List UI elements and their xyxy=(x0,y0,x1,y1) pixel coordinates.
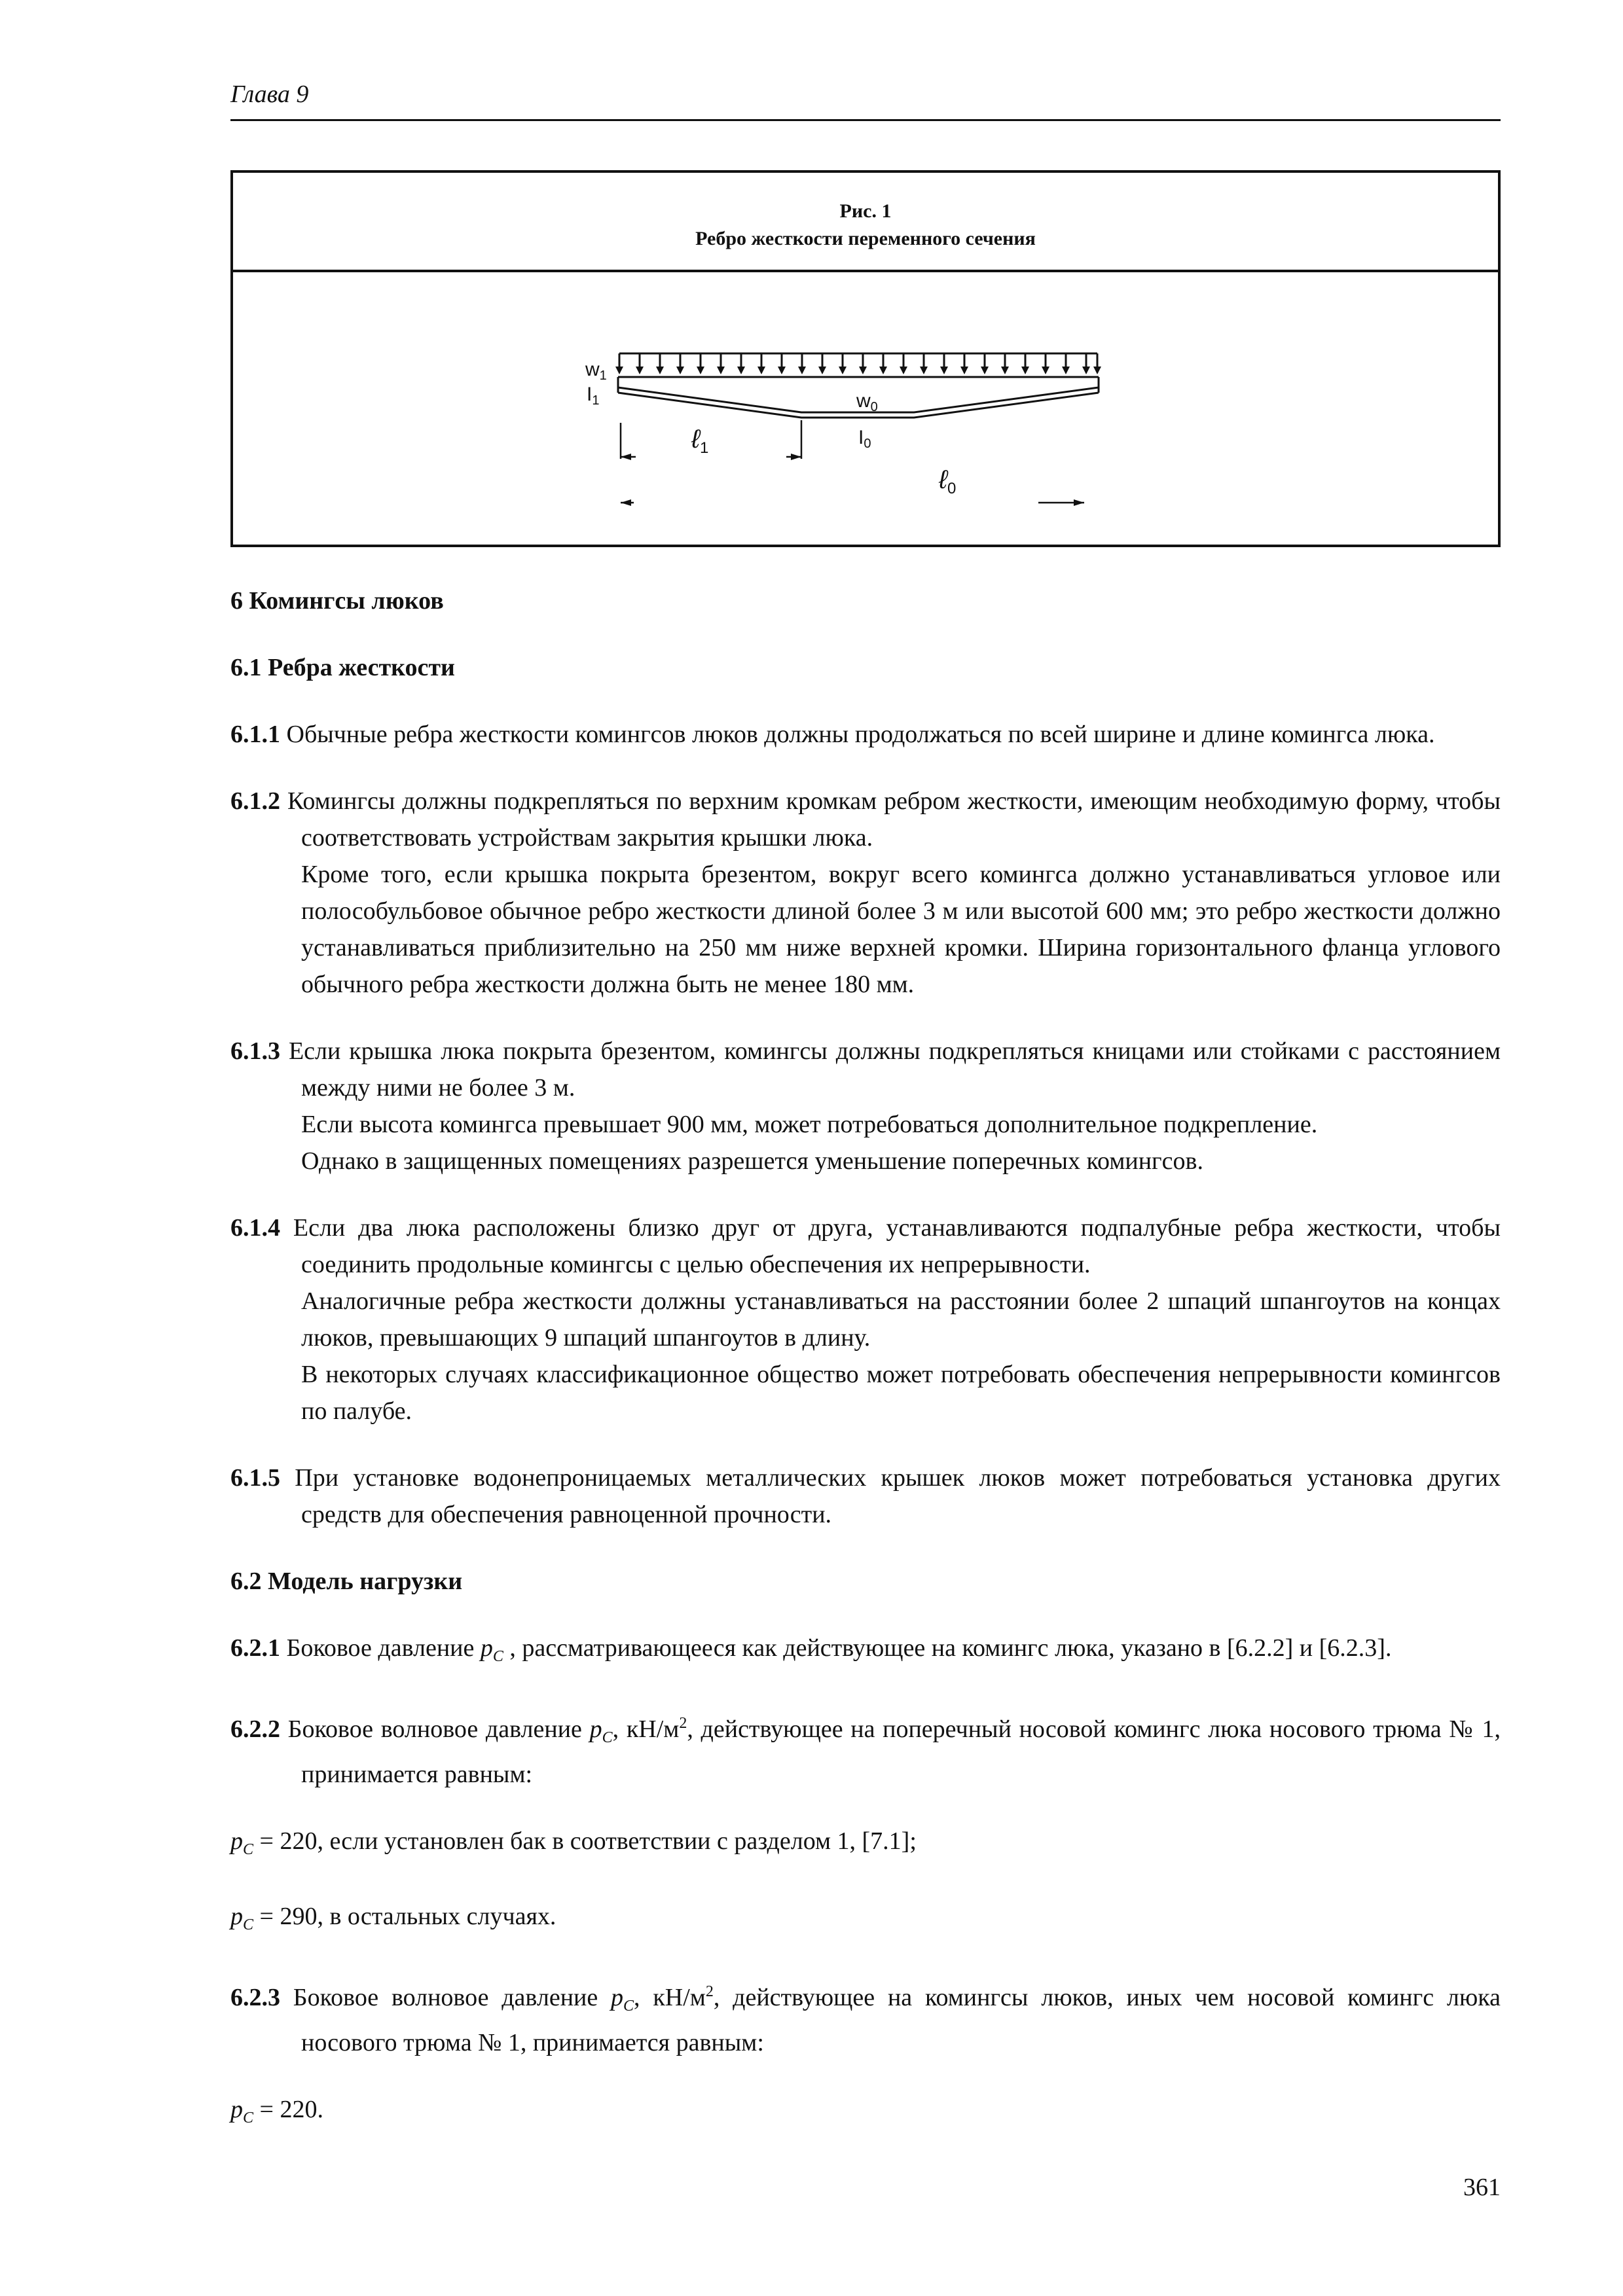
clause-text: Обычные ребра жесткости комингсов люков должны продолжаться по всей ширине и длине комингса люка. xyxy=(280,721,1435,748)
pressure-subscript: C xyxy=(243,2109,254,2126)
section-6-2-heading: 6.2 Модель нагрузки xyxy=(230,1568,463,1595)
pressure-subscript: C xyxy=(492,1648,503,1665)
clause-number: 6.2.2 xyxy=(230,1715,280,1743)
pressure-subscript: C xyxy=(623,1998,634,2015)
formula-2 xyxy=(230,1898,1501,1943)
label-w1: $w_1$ xyxy=(585,359,607,383)
clause-text: Боковое волновое давление xyxy=(280,1984,611,2011)
figure-box xyxy=(230,170,1501,547)
clause-6-1-4 xyxy=(230,1210,1501,1283)
pressure-symbol: p xyxy=(230,1827,243,1855)
document-body xyxy=(230,583,1501,2166)
figure-label: Рис. 1 xyxy=(839,200,892,222)
clause-6-2-2 xyxy=(230,1705,1501,1793)
clause-text-rest: , действующее на комингсы люков, иных чем носовой комингс люка носового трюма № 1, принимается равным: xyxy=(301,1984,1501,2056)
clause-6-1-4-continuation-1: Аналогичные ребра жесткости должны устанавливаться на расстоянии более 2 шпаций шпангоутов на концах люков, превышающих 9 шпаций шпангоутов в длину. xyxy=(301,1287,1501,1352)
clause-number: 6.2.3 xyxy=(230,1984,280,2011)
unit-superscript: 2 xyxy=(679,1715,687,1732)
clause-6-1-2-continuation: Кроме того, если крышка покрыта брезентом, вокруг всего комингса должно устанавливаться угловое или полособульбовое обычное ребро жесткости длиной более 3 м или высотой 600 мм; это ребро жесткости должно устанавливаться приблизительно на 250 мм ниже верхней кромки. Ширина горизонтального фланца углового обычного ребра жесткости должна быть не менее 180 мм. xyxy=(301,861,1501,998)
clause-text-rest: , рассматривающееся как действующее на комингс люка, указано в [6.2.2] и [6.2.3]. xyxy=(503,1634,1392,1662)
clause-6-2-1 xyxy=(230,1630,1501,1675)
clause-text: Если два люка расположены близко друг от друга, устанавливаются подпалубные ребра жесткости, чтобы соединить продольные комингсы с целью обеспечения их непрерывности. xyxy=(280,1214,1501,1278)
figure-title: Ребро жесткости переменного сечения xyxy=(695,228,1036,249)
clause-number: 6.1.1 xyxy=(230,721,280,748)
section-6-1-heading: 6.1 Ребра жесткости xyxy=(230,654,455,681)
clause-text: При установке водонепроницаемых металлических крышек люков может потребоваться установка других средств для обеспечения равноценной прочности. xyxy=(280,1464,1501,1528)
stiffener-diagram xyxy=(233,272,1498,545)
clause-6-1-5 xyxy=(230,1460,1501,1533)
formula-1 xyxy=(230,1823,1501,1868)
pressure-symbol: p xyxy=(611,1984,624,2011)
clause-number: 6.1.2 xyxy=(230,787,280,815)
pressure-symbol: p xyxy=(230,2096,243,2123)
pressure-symbol: p xyxy=(589,1715,602,1743)
chapter-title: Глава 9 xyxy=(230,81,309,108)
unit-text: , кН/м xyxy=(612,1715,680,1743)
clause-6-1-3-continuation-2: Однако в защищенных помещениях разрешется уменьшение поперечных комингсов. xyxy=(301,1147,1203,1175)
pressure-subscript: C xyxy=(602,1729,613,1746)
clause-text-rest: , действующее на поперечный носовой комингс люка носового трюма № 1, принимается равным: xyxy=(301,1715,1501,1788)
clause-text: Комингсы должны подкрепляться по верхним кромкам ребром жесткости, имеющим необходимую форму, чтобы соответствовать устройствам закрытия крышки люка. xyxy=(280,787,1501,852)
formula-3 xyxy=(230,2091,1501,2136)
pressure-symbol: p xyxy=(480,1634,493,1662)
dimension-lines xyxy=(621,420,1084,506)
label-i0: $I_0$ xyxy=(858,427,871,451)
clause-text: Если крышка люка покрыта брезентом, комингсы должны подкрепляться кницами или стойками с расстоянием между ними не более 3 м. xyxy=(280,1037,1501,1102)
section-6-heading: 6 Комингсы люков xyxy=(230,587,444,615)
clause-text: Боковое давление xyxy=(280,1634,481,1662)
label-l1: ℓ$_1$ xyxy=(691,425,709,457)
pressure-subscript: C xyxy=(243,1841,254,1858)
clause-number: 6.1.5 xyxy=(230,1464,280,1492)
page-number: 361 xyxy=(1463,2174,1501,2201)
pressure-subscript: C xyxy=(243,1916,254,1933)
clause-6-1-2 xyxy=(230,783,1501,856)
formula-text: = 220, если установлен бак в соответствии с разделом 1, [7.1]; xyxy=(253,1827,917,1855)
unit-superscript: 2 xyxy=(705,1983,714,2000)
clause-number: 6.1.4 xyxy=(230,1214,280,1242)
clause-6-1-1 xyxy=(230,716,1501,753)
load-arrows xyxy=(615,353,1101,374)
clause-number: 6.1.3 xyxy=(230,1037,280,1065)
clause-number: 6.2.1 xyxy=(230,1634,280,1662)
clause-6-2-3 xyxy=(230,1973,1501,2061)
clause-6-1-4-continuation-2: В некоторых случаях классификационное общество может потребовать обеспечения непрерывности комингсов по палубе. xyxy=(301,1361,1501,1425)
formula-text: = 290, в остальных случаях. xyxy=(253,1903,556,1930)
clause-6-1-3-continuation-1: Если высота комингса превышает 900 мм, может потребоваться дополнительное подкрепление. xyxy=(301,1111,1318,1138)
clause-6-1-3 xyxy=(230,1033,1501,1106)
clause-text: Боковое волновое давление xyxy=(280,1715,590,1743)
page-header xyxy=(230,80,1501,121)
pressure-symbol: p xyxy=(230,1903,243,1930)
label-w0: $w_0$ xyxy=(856,390,878,414)
label-l0: ℓ$_0$ xyxy=(939,465,957,497)
unit-text: , кН/м xyxy=(634,1984,706,2011)
figure-caption xyxy=(233,173,1498,272)
label-i1: $I_1$ xyxy=(587,384,600,408)
formula-text: = 220. xyxy=(253,2096,323,2123)
